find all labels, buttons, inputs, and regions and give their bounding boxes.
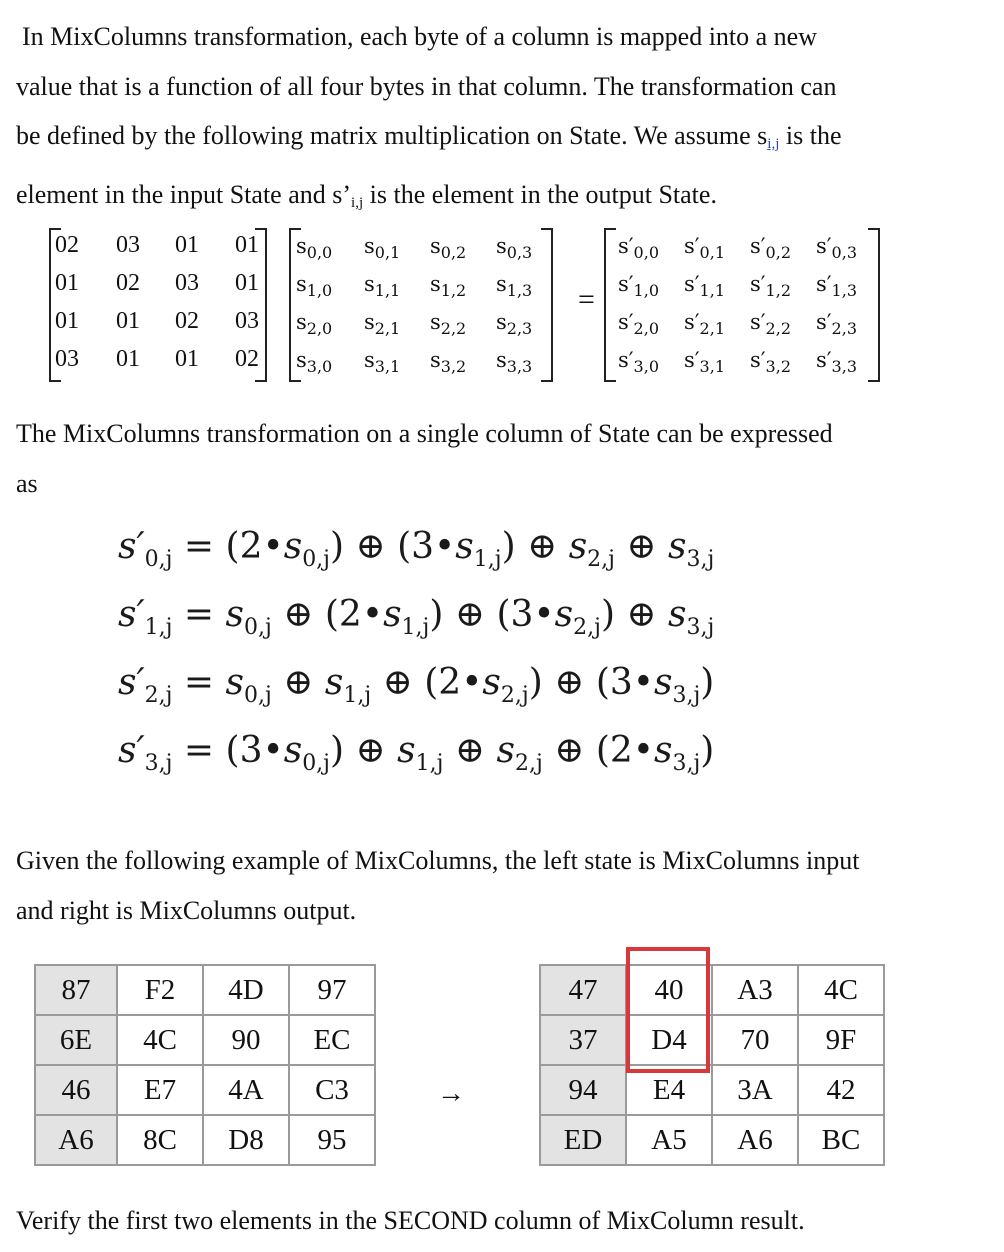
input-matrix-cell (496, 272, 532, 300)
s-symbol: s (430, 310, 441, 334)
input-matrix-cell (430, 272, 466, 300)
state-cell: C3 (289, 1065, 375, 1115)
state-cell: 3A (712, 1065, 798, 1115)
s-prime-symbol: s′ (684, 348, 700, 372)
coefficient-cell: 02 (116, 270, 140, 296)
input-matrix-cell (364, 272, 400, 300)
s-prime-symbol: s′ (684, 234, 700, 258)
output-matrix-cell (684, 272, 725, 300)
input-matrix-cell (296, 310, 332, 338)
example-line-1: Given the following example of MixColumns, the left state is MixColumns input (16, 846, 860, 875)
s-prime-symbol: s′ (684, 272, 700, 296)
state-row (540, 1115, 884, 1165)
output-matrix-cell (816, 310, 857, 338)
output-matrix-cell (816, 348, 857, 376)
output-matrix-cell (618, 348, 659, 376)
state-cell: 4A (203, 1065, 289, 1115)
state-cell: 40 (626, 965, 712, 1015)
subscript: 2,3 (831, 319, 857, 338)
subscript: 0,1 (699, 243, 725, 262)
subscript: 3,2 (440, 357, 467, 376)
s-symbol: s (364, 272, 375, 296)
output-matrix-cell (750, 234, 791, 262)
state-cell: 4C (798, 965, 884, 1015)
state-cell: 6E (35, 1015, 117, 1065)
coefficient-cell: 03 (55, 346, 79, 372)
coefficient-cell: 02 (55, 232, 79, 258)
state-cell: 87 (35, 965, 117, 1015)
s-symbol: s (296, 234, 307, 258)
s-prime-symbol: s′ (750, 348, 766, 372)
matrix-bracket (868, 228, 880, 382)
subscript: 1,1 (374, 281, 401, 300)
coefficient-cell: 02 (235, 346, 259, 372)
state-cell: A6 (35, 1115, 117, 1165)
column-line-2: as (16, 468, 38, 498)
coefficient-cell: 03 (235, 308, 259, 334)
matrix-bracket (541, 228, 553, 382)
state-cell: A5 (626, 1115, 712, 1165)
subscript: 3,1 (699, 357, 725, 376)
state-cell: 8C (117, 1115, 203, 1165)
state-row (540, 1065, 884, 1115)
subscript: 2,0 (306, 319, 333, 338)
input-matrix-cell (496, 348, 532, 376)
subscript: 1,0 (306, 281, 333, 300)
subscript: 1,2 (765, 281, 791, 300)
question-text: Verify the first two elements in the SECOND column of MixColumn result. (16, 1206, 805, 1235)
state-cell: 94 (540, 1065, 626, 1115)
subscript: 3,3 (506, 357, 533, 376)
subscript: 2,2 (765, 319, 791, 338)
coefficient-cell: 01 (235, 232, 259, 258)
state-cell: A3 (712, 965, 798, 1015)
output-matrix-cell (750, 348, 791, 376)
state-cell: 42 (798, 1065, 884, 1115)
subscript: 0,3 (831, 243, 857, 262)
matrix-bracket (604, 228, 616, 382)
example-line-2: and right is MixColumns output. (16, 895, 357, 925)
input-matrix-cell (296, 348, 332, 376)
s-symbol: s (364, 310, 375, 334)
state-cell: F2 (117, 965, 203, 1015)
intro-line-2: value that is a function of all four bytes in that column. The transformation can (16, 71, 837, 101)
s-symbol: s (364, 348, 375, 372)
subscript: 0,3 (506, 243, 533, 262)
state-row (35, 1015, 375, 1065)
s-symbol: s (430, 234, 441, 258)
input-matrix-cell (496, 310, 532, 338)
input-matrix-cell (296, 272, 332, 300)
state-row (540, 1015, 884, 1065)
state-cell: 9F (798, 1015, 884, 1065)
s-symbol: s (430, 348, 441, 372)
output-matrix-cell (618, 234, 659, 262)
subscript: 1,2 (440, 281, 467, 300)
subscript: 2,1 (699, 319, 725, 338)
state-cell: E7 (117, 1065, 203, 1115)
highlight-box (626, 947, 710, 1073)
state-cell: 4D (203, 965, 289, 1015)
state-cell: 95 (289, 1115, 375, 1165)
state-cell: 46 (35, 1065, 117, 1115)
s-symbol: s (430, 272, 441, 296)
output-matrix-cell (684, 234, 725, 262)
input-matrix-cell (430, 348, 466, 376)
subscript: 2,1 (374, 319, 401, 338)
input-matrix-cell (364, 234, 400, 262)
coefficient-cell: 01 (116, 346, 140, 372)
output-matrix-cell (618, 272, 659, 300)
state-cell: BC (798, 1115, 884, 1165)
s-prime-symbol: s′ (684, 310, 700, 334)
coefficient-cell: 03 (116, 232, 140, 258)
coefficient-cell: 02 (175, 308, 199, 334)
subscript: 2,2 (440, 319, 467, 338)
coefficient-cell: 01 (55, 308, 79, 334)
state-row (540, 965, 884, 1015)
equation-2: $s'_{1,j} = s_{0,j}$ ⊕ $(2•s_{1,j})$ ⊕ $(3•s_{2,j})$ ⊕ $s_{3,j}$ (118, 594, 715, 641)
output-matrix-cell (816, 234, 857, 262)
subscript: 1,3 (831, 281, 857, 300)
output-matrix-cell (750, 310, 791, 338)
output-matrix-cell (750, 272, 791, 300)
subscript: 2,0 (633, 319, 659, 338)
coefficient-cell: 03 (175, 270, 199, 296)
s-prime-symbol: s′ (816, 234, 832, 258)
subscript: 0,0 (633, 243, 659, 262)
state-cell: 90 (203, 1015, 289, 1065)
state-cell: E4 (626, 1065, 712, 1115)
input-matrix-cell (364, 310, 400, 338)
s-symbol: s (496, 234, 507, 258)
state-row (35, 965, 375, 1015)
s-prime-symbol: s′ (750, 310, 766, 334)
coefficient-cell: 01 (175, 346, 199, 372)
intro-paragraph (16, 12, 916, 228)
subscript: 3,2 (765, 357, 791, 376)
s-prime-symbol: s′ (618, 310, 634, 334)
coefficient-cell: 01 (55, 270, 79, 296)
output-matrix-cell (618, 310, 659, 338)
state-cell: ED (540, 1115, 626, 1165)
s-prime-symbol: s′ (816, 310, 832, 334)
column-paragraph (16, 409, 916, 508)
output-matrix-cell (684, 348, 725, 376)
equation-3: $s'_{2,j} = s_{0,j}$ ⊕ $s_{1,j}$ ⊕ $(2•s_{2,j})$ ⊕ $(3•s_{3,j})$ (118, 662, 715, 709)
s-prime-symbol: s′ (618, 272, 634, 296)
equation-1: $s'_{0,j}$ = $(2•s_{0,j})$ ⊕ $(3•s_{1,j})$ ⊕ $s_{2,j}$ ⊕ $s_{3,j}$ (118, 526, 715, 573)
subscript: 0,0 (306, 243, 333, 262)
example-paragraph (16, 836, 916, 935)
input-matrix-cell (496, 234, 532, 262)
subscript: 3,0 (633, 357, 659, 376)
s-prime-symbol: s′ (816, 272, 832, 296)
subscript: 2,3 (506, 319, 533, 338)
subscript: 0,2 (440, 243, 467, 262)
equation-4: $s'_{3,j}$ = $(3•s_{0,j})$ ⊕ $s_{1,j}$ ⊕ $s_{2,j}$ ⊕ $(2•s_{3,j})$ (118, 730, 715, 777)
state-cell: 37 (540, 1015, 626, 1065)
s-symbol: s (296, 272, 307, 296)
subscript: 3,1 (374, 357, 401, 376)
s-prime-symbol: s′ (618, 348, 634, 372)
state-row (35, 1115, 375, 1165)
state-cell: D8 (203, 1115, 289, 1165)
subscript: 3,0 (306, 357, 333, 376)
coefficient-cell: 01 (235, 270, 259, 296)
output-state-table (539, 964, 885, 1166)
coefficient-cell: 01 (175, 232, 199, 258)
intro-line-4: element in the input State and $s’_{i,j}$ is the element in the output State. (16, 179, 717, 211)
s-prime-symbol: s′ (750, 272, 766, 296)
s-prime-symbol: s′ (618, 234, 634, 258)
subscript: 0,1 (374, 243, 401, 262)
s-symbol: s (296, 348, 307, 372)
input-matrix-cell (430, 234, 466, 262)
state-cell: 47 (540, 965, 626, 1015)
s-prime-symbol: s′ (750, 234, 766, 258)
s-prime-symbol: s′ (816, 348, 832, 372)
s-symbol: s (496, 272, 507, 296)
state-cell: 4C (117, 1015, 203, 1065)
state-row (35, 1065, 375, 1115)
state-cell: 97 (289, 965, 375, 1015)
subscript: 1,3 (506, 281, 533, 300)
state-cell: A6 (712, 1115, 798, 1165)
column-line-1: The MixColumns transformation on a single column of State can be expressed (16, 419, 833, 448)
subscript: 0,2 (765, 243, 791, 262)
output-matrix-cell (816, 272, 857, 300)
transform-arrow: → (437, 1078, 465, 1109)
state-cell: D4 (626, 1015, 712, 1065)
equals-sign: = (578, 283, 595, 316)
s-symbol: s (296, 310, 307, 334)
input-state-table (34, 964, 376, 1166)
input-matrix-cell (296, 234, 332, 262)
intro-line-1: In MixColumns transformation, each byte of a column is mapped into a new (22, 22, 817, 51)
input-matrix-cell (364, 348, 400, 376)
intro-line-3: be defined by the following matrix multiplication on State. We assume si,j is the (16, 121, 842, 152)
state-cell: EC (289, 1015, 375, 1065)
s-symbol: s (364, 234, 375, 258)
coefficient-cell: 01 (116, 308, 140, 334)
subscript: 1,1 (699, 281, 725, 300)
output-matrix-cell (684, 310, 725, 338)
state-cell: 70 (712, 1015, 798, 1065)
subscript: 3,3 (831, 357, 857, 376)
input-matrix-cell (430, 310, 466, 338)
subscript: 1,0 (633, 281, 659, 300)
s-symbol: s (496, 348, 507, 372)
s-symbol: s (496, 310, 507, 334)
